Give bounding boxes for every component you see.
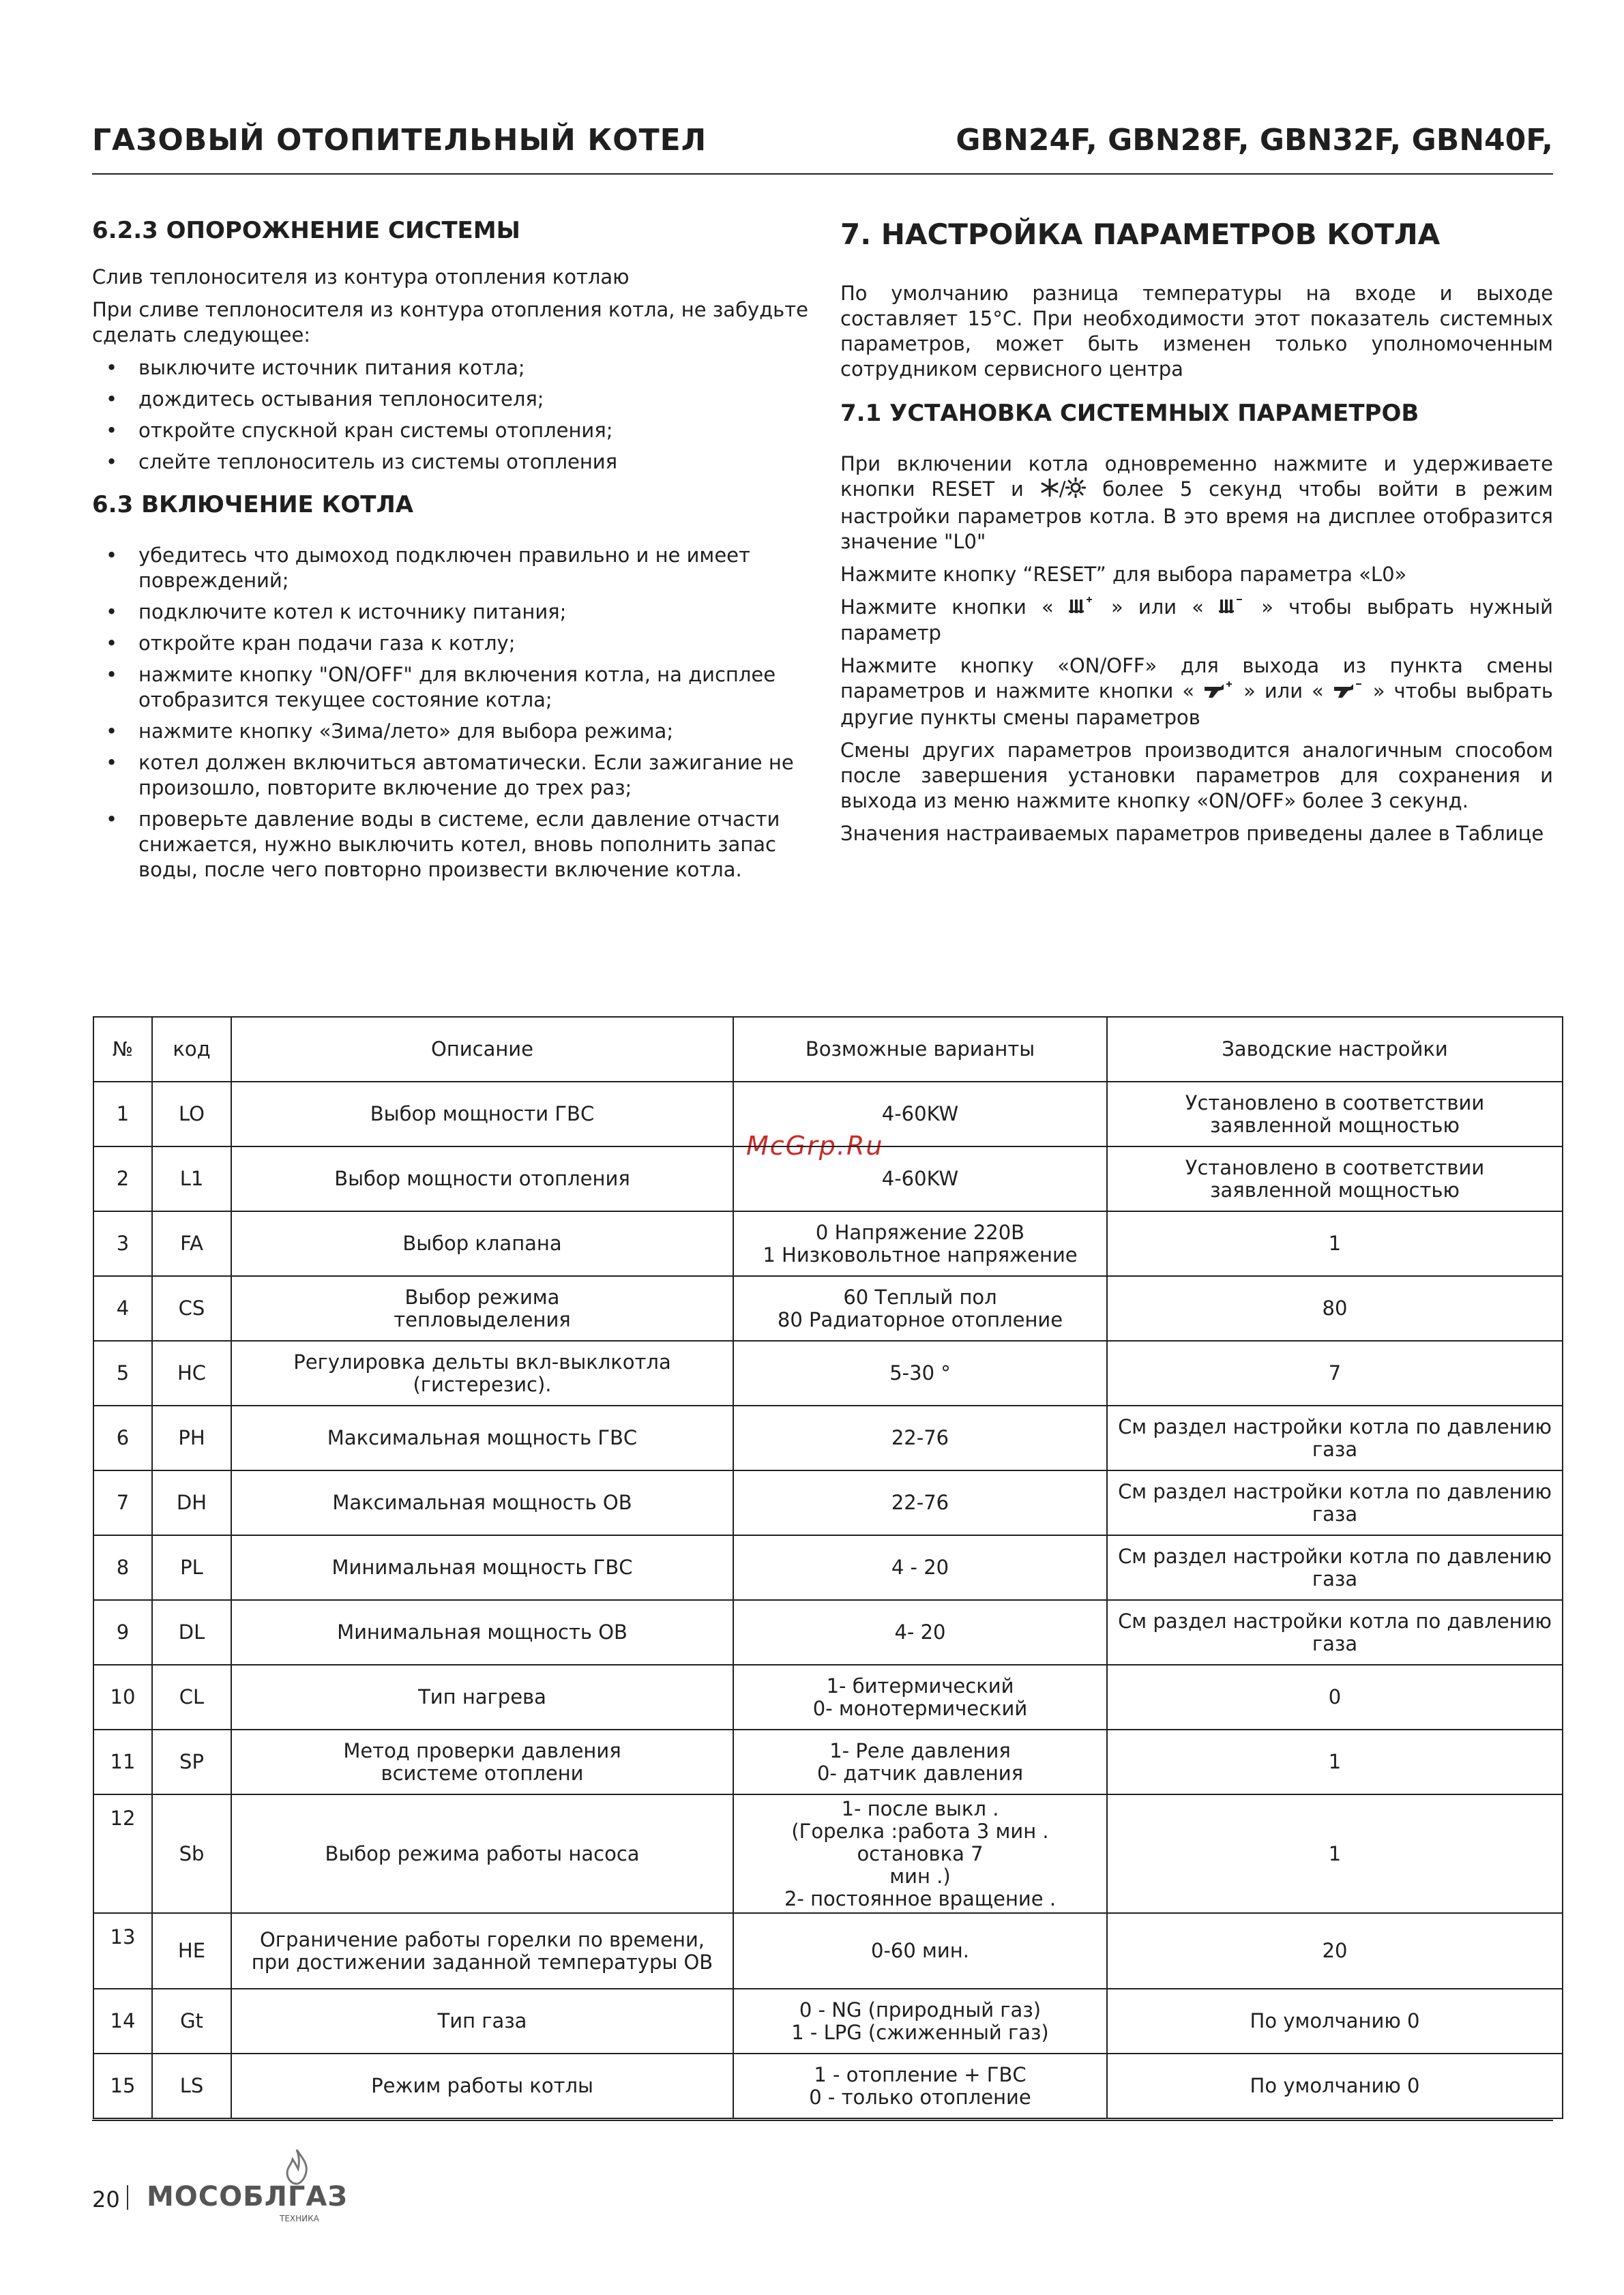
- cell-description: Регулировка дельты вкл-выклкотла (гистерезис).: [231, 1341, 733, 1406]
- cell-factory: 20: [1107, 1913, 1563, 1989]
- logo-text: МОСОБЛГАЗ: [147, 2181, 348, 2212]
- parameters-table: [93, 1016, 1563, 2119]
- section-6-3-heading: 6.3 ВКЛЮЧЕНИЕ КОТЛА: [92, 491, 414, 518]
- col-header-options: Возможные варианты: [733, 1017, 1107, 1082]
- cell-description: Выбор режима тепловыделения: [231, 1276, 733, 1341]
- cell-description: Выбор режима работы насоса: [231, 1794, 733, 1913]
- table-row: [93, 1913, 1563, 1989]
- cell-code: L1: [152, 1146, 231, 1211]
- cell-number: 2: [93, 1146, 152, 1211]
- list-item: • котел должен включиться автоматически. Если зажигание не произошло, повторите включение до трех раз;: [92, 750, 808, 801]
- paragraph: При включении котла одновременно нажмите и удерживаете кнопки RESET и / более 5 секунд чтобы войти в режим настройки параметров котла. В это время на дисплее отобразится значение "L0": [840, 452, 1553, 553]
- drain-steps-list: [92, 355, 808, 475]
- logo-subtext: ТЕХНИКА: [280, 2214, 319, 2223]
- cell-number: 12: [93, 1794, 152, 1913]
- table-row: [93, 1211, 1563, 1276]
- list-item: • слейте теплоноситель из системы отопления: [92, 449, 808, 475]
- cell-factory: Установлено в соответствии заявленной мощностью: [1107, 1146, 1563, 1211]
- cell-number: 4: [93, 1276, 152, 1341]
- paragraph: Значения настраиваемых параметров приведены далее в Таблице: [840, 821, 1544, 845]
- list-item: • выключите источник питания котла;: [92, 355, 808, 381]
- cell-factory: По умолчанию 0: [1107, 2054, 1563, 2118]
- table-row: [93, 1341, 1563, 1406]
- list-item: • нажмите кнопку "ON/OFF" для включения котла, на дисплее отобразится текущее состояние котла;: [92, 662, 808, 713]
- section-6-2-3-heading: 6.2.3 ОПОРОЖНЕНИЕ СИСТЕМЫ: [92, 217, 520, 244]
- list-item: • откройте кран подачи газа к котлу;: [92, 631, 808, 656]
- paragraph: Слив теплоносителя из контура отопления котлаю: [92, 265, 630, 288]
- cell-options: 22-76: [733, 1470, 1107, 1535]
- paragraph: Нажмите кнопку «ON/OFF» для выхода из пункта смены параметров и нажмите кнопки « » или « » чтобы выбрать другие пункты смены параметров: [840, 654, 1554, 729]
- cell-number: 3: [93, 1211, 152, 1276]
- radiator-plus-icon: [1069, 595, 1096, 621]
- footer-divider: [92, 2120, 1553, 2121]
- cell-code: CL: [152, 1665, 231, 1730]
- list-item: • откройте спускной кран системы отопления;: [92, 418, 808, 443]
- cell-options: 0 - NG (природный газ) 1 - LPG (сжиженный газ): [733, 1989, 1107, 2054]
- cell-description: Режим работы котлы: [231, 2054, 733, 2118]
- cell-description: Выбор мощности ГВС: [231, 1082, 733, 1146]
- cell-code: DH: [152, 1470, 231, 1535]
- cell-description: Выбор клапана: [231, 1211, 733, 1276]
- cell-number: 13: [93, 1913, 152, 1989]
- cell-description: Максимальная мощность ОВ: [231, 1470, 733, 1535]
- cell-code: CS: [152, 1276, 231, 1341]
- right-column: [840, 216, 1553, 854]
- paragraph: Нажмите кнопку “RESET” для выбора параметра «L0»: [840, 562, 1407, 586]
- cell-number: 11: [93, 1730, 152, 1794]
- cell-options: 4 - 20: [733, 1535, 1107, 1600]
- table-header-row: [93, 1017, 1563, 1082]
- cell-code: SP: [152, 1730, 231, 1794]
- cell-code: LS: [152, 2054, 231, 2118]
- cell-description: Ограничение работы горелки по времени, при достижении заданной температуры ОВ: [231, 1913, 733, 1989]
- cell-description: Минимальная мощность ОВ: [231, 1600, 733, 1665]
- page-number: 20: [92, 2187, 120, 2212]
- cell-code: HC: [152, 1341, 231, 1406]
- cell-number: 6: [93, 1406, 152, 1470]
- page-separator: [127, 2185, 128, 2210]
- cell-number: 10: [93, 1665, 152, 1730]
- cell-factory: По умолчанию 0: [1107, 1989, 1563, 2054]
- col-header-factory: Заводские настройки: [1107, 1017, 1563, 1082]
- startup-steps-list: [92, 543, 808, 883]
- cell-options: 4-60KW: [733, 1146, 1107, 1211]
- cell-factory: См раздел настройки котла по давлению газа: [1107, 1470, 1563, 1535]
- cell-options: 1- после выкл . (Горелка :работа 3 мин . остановка 7 мин .) 2- постоянное вращение .: [733, 1794, 1107, 1913]
- cell-code: FA: [152, 1211, 231, 1276]
- table-row: [93, 2054, 1563, 2118]
- brand-logo: [147, 2148, 348, 2223]
- table-row: [93, 1146, 1563, 1211]
- tap-plus-icon: [1203, 680, 1235, 705]
- cell-options: 4-60KW: [733, 1082, 1107, 1146]
- cell-code: HE: [152, 1913, 231, 1989]
- table-row: [93, 1794, 1563, 1913]
- tap-minus-icon: [1333, 680, 1364, 705]
- cell-options: 60 Теплый пол 80 Радиаторное отопление: [733, 1276, 1107, 1341]
- document-title: ГАЗОВЫЙ ОТОПИТЕЛЬНЫЙ КОТЕЛ: [92, 123, 707, 158]
- paragraph: При сливе теплоносителя из контура отопления котла, не забудьте сделать следующее:: [92, 298, 808, 346]
- cell-options: 1- битермический 0- монотермический: [733, 1665, 1107, 1730]
- table-row: [93, 1535, 1563, 1600]
- cell-description: Максимальная мощность ГВС: [231, 1406, 733, 1470]
- table-row: [93, 1470, 1563, 1535]
- cell-options: 1 - отопление + ГВС 0 - только отопление: [733, 2054, 1107, 2118]
- cell-code: DL: [152, 1600, 231, 1665]
- section-7-heading: 7. НАСТРОЙКА ПАРАМЕТРОВ КОТЛА: [840, 218, 1441, 251]
- list-item: • убедитесь что дымоход подключен правильно и не имеет повреждений;: [92, 543, 808, 593]
- cell-number: 8: [93, 1535, 152, 1600]
- cell-factory: 7: [1107, 1341, 1563, 1406]
- cell-factory: Установлено в соответствии заявленной мощностью: [1107, 1082, 1563, 1146]
- list-item: • проверьте давление воды в системе, если давление отчасти снижается, нужно выключить котел, вновь пополнить запас воды, после чего повторно произвести включение котла.: [92, 807, 808, 883]
- paragraph: Нажмите кнопки « » или « » чтобы выбрать нужный параметр: [840, 595, 1553, 645]
- sun-icon: [1065, 477, 1086, 504]
- radiator-minus-icon: [1219, 595, 1246, 621]
- snowflake-icon: [1040, 478, 1059, 503]
- cell-description: Тип газа: [231, 1989, 733, 2054]
- cell-options: 4- 20: [733, 1600, 1107, 1665]
- cell-number: 15: [93, 2054, 152, 2118]
- cell-number: 14: [93, 1989, 152, 2054]
- cell-description: Метод проверки давления всистеме отоплени: [231, 1730, 733, 1794]
- cell-options: 5-30 °: [733, 1341, 1107, 1406]
- list-item: • нажмите кнопку «Зима/лето» для выбора режима;: [92, 719, 808, 744]
- cell-code: Sb: [152, 1794, 231, 1913]
- watermark: McGrp.Ru: [746, 1131, 884, 1161]
- list-item: • подключите котел к источнику питания;: [92, 599, 808, 625]
- model-list: GBN24F, GBN28F, GBN32F, GBN40F,: [956, 123, 1553, 158]
- cell-code: LO: [152, 1082, 231, 1146]
- cell-factory: См раздел настройки котла по давлению газа: [1107, 1535, 1563, 1600]
- table-row: [93, 1082, 1563, 1146]
- cell-factory: 1: [1107, 1794, 1563, 1913]
- cell-factory: 1: [1107, 1730, 1563, 1794]
- table-row: [93, 1665, 1563, 1730]
- cell-factory: 80: [1107, 1276, 1563, 1341]
- flame-icon: [283, 2148, 310, 2185]
- cell-number: 7: [93, 1470, 152, 1535]
- cell-code: PH: [152, 1406, 231, 1470]
- cell-factory: См раздел настройки котла по давлению газа: [1107, 1406, 1563, 1470]
- cell-number: 9: [93, 1600, 152, 1665]
- cell-options: 0-60 мин.: [733, 1913, 1107, 1989]
- cell-description: Минимальная мощность ГВС: [231, 1535, 733, 1600]
- table-row: [93, 1600, 1563, 1665]
- paragraph: По умолчанию разница температуры на входе и выходе составляет 15°С. При необходимости этот показатель системных параметров, может быть изменен только уполномоченным сотрудником сервисного центра: [840, 282, 1553, 381]
- cell-options: 1- Реле давления 0- датчик давления: [733, 1730, 1107, 1794]
- col-header-number: №: [93, 1017, 152, 1082]
- col-header-code: код: [152, 1017, 231, 1082]
- cell-factory: 1: [1107, 1211, 1563, 1276]
- table-body: [93, 1082, 1563, 2118]
- left-column: [92, 216, 808, 889]
- cell-options: 0 Напряжение 220В 1 Низковольтное напряжение: [733, 1211, 1107, 1276]
- cell-description: Выбор мощности отопления: [231, 1146, 733, 1211]
- table-row: [93, 1406, 1563, 1470]
- cell-number: 1: [93, 1082, 152, 1146]
- table-row: [93, 1730, 1563, 1794]
- col-header-description: Описание: [231, 1017, 733, 1082]
- table-row: [93, 1989, 1563, 2054]
- cell-code: Gt: [152, 1989, 231, 2054]
- cell-options: 22-76: [733, 1406, 1107, 1470]
- cell-factory: См раздел настройки котла по давлению газа: [1107, 1600, 1563, 1665]
- table-row: [93, 1276, 1563, 1341]
- cell-description: Тип нагрева: [231, 1665, 733, 1730]
- section-7-1-heading: 7.1 УСТАНОВКА СИСТЕМНЫХ ПАРАМЕТРОВ: [840, 400, 1419, 427]
- header-divider: [92, 173, 1553, 175]
- cell-number: 5: [93, 1341, 152, 1406]
- list-item: • дождитесь остывания теплоносителя;: [92, 387, 808, 412]
- cell-code: PL: [152, 1535, 231, 1600]
- cell-factory: 0: [1107, 1665, 1563, 1730]
- paragraph: Смены других параметров производится аналогичным способом после завершения установки параметров для сохранения и выхода из меню нажмите кнопку «ON/OFF» более 3 секунд.: [840, 738, 1553, 812]
